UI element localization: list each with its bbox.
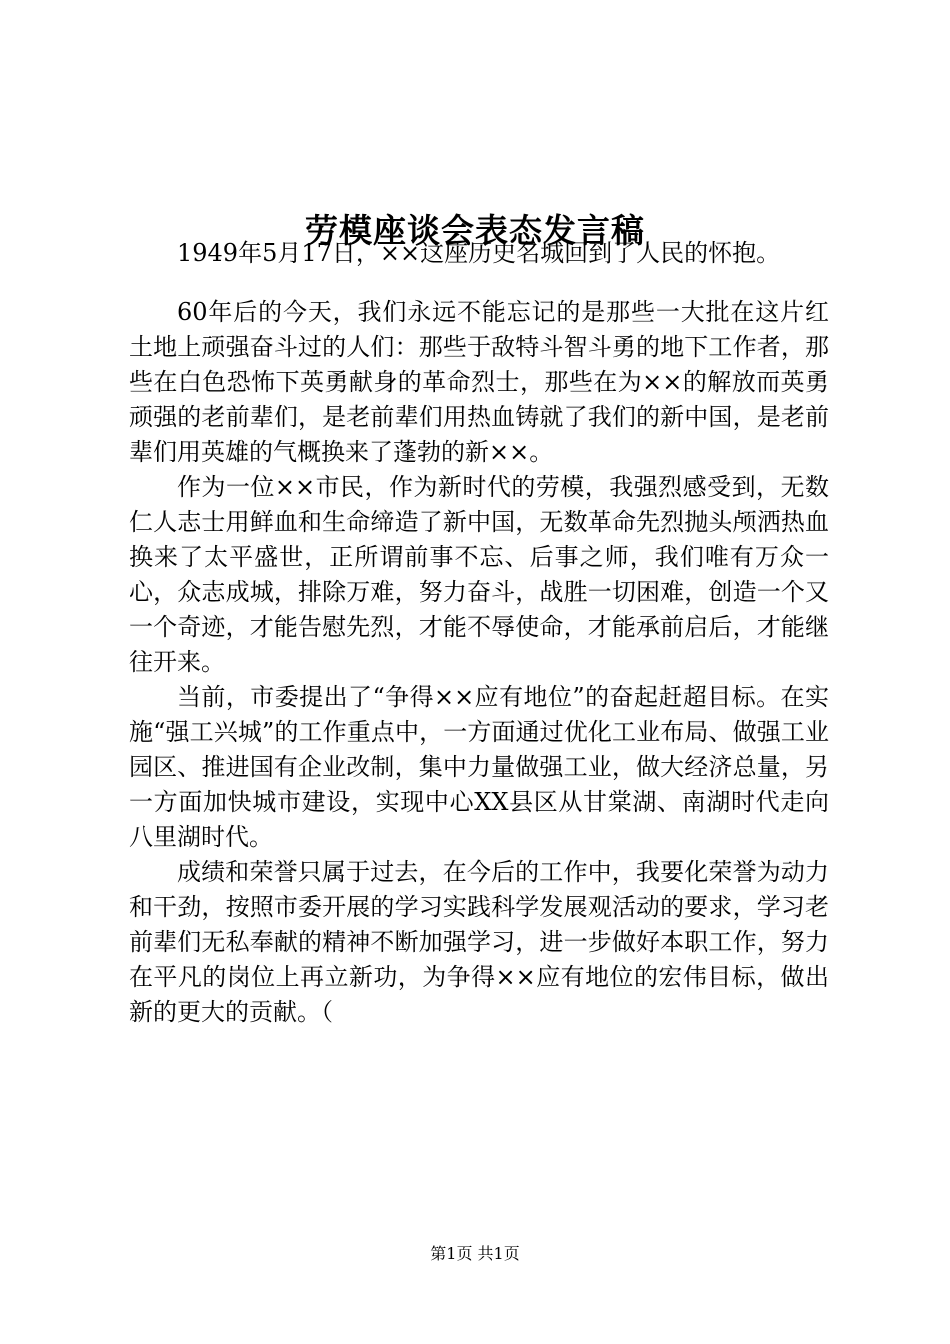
paragraph-5: 成绩和荣誉只属于过去，在今后的工作中，我要化荣誉为动力和干劲，按照市委开展的学习实践科学发展观活动的要求，学习老前辈们无私奉献的精神不断加强学习，进一步做好本职工作，努力在平凡的岗位上再立新功，为争得××应有地位的宏伟目标，做出新的更大的贡献。（ <box>129 858 829 1026</box>
paragraph-3: 作为一位××市民，作为新时代的劳模，我强烈感受到，无数仁人志士用鲜血和生命缔造了新中国，无数革命先烈抛头颅洒热血换来了太平盛世，正所谓前事不忘、后事之师，我们唯有万众一心，众志成城，排除万难，努力奋斗，战胜一切困难，创造一个又一个奇迹，才能告慰先烈，才能不辱使命，才能承前启后，才能继往开来。 <box>129 473 829 676</box>
page-footer: 第1页 共1页 <box>430 1244 520 1263</box>
paragraph-1: 1949年5月17日，××这座历史名城回到了人民的怀抱。 <box>177 239 781 267</box>
document-title: 劳模座谈会表态发言稿 <box>305 211 645 251</box>
paragraph-4: 当前，市委提出了“争得××应有地位”的奋起赶超目标。在实施“强工兴城”的工作重点中，一方面通过优化工业布局、做强工业园区、推进国有企业改制，集中力量做强工业，做大经济总量，另一方面加快城市建设，实现中心XX县区从甘棠湖、南湖时代走向八里湖时代。 <box>129 683 829 851</box>
paragraph-2: 60年后的今天，我们永远不能忘记的是那些一大批在这片红土地上顽强奋斗过的人们：那些于敌特斗智斗勇的地下工作者，那些在白色恐怖下英勇献身的革命烈士，那些在为××的解放而英勇顽强的老前辈们，是老前辈们用热血铸就了我们的新中国，是老前辈们用英雄的气概换来了蓬勃的新××。 <box>129 298 829 466</box>
document-body <box>129 236 829 1030</box>
